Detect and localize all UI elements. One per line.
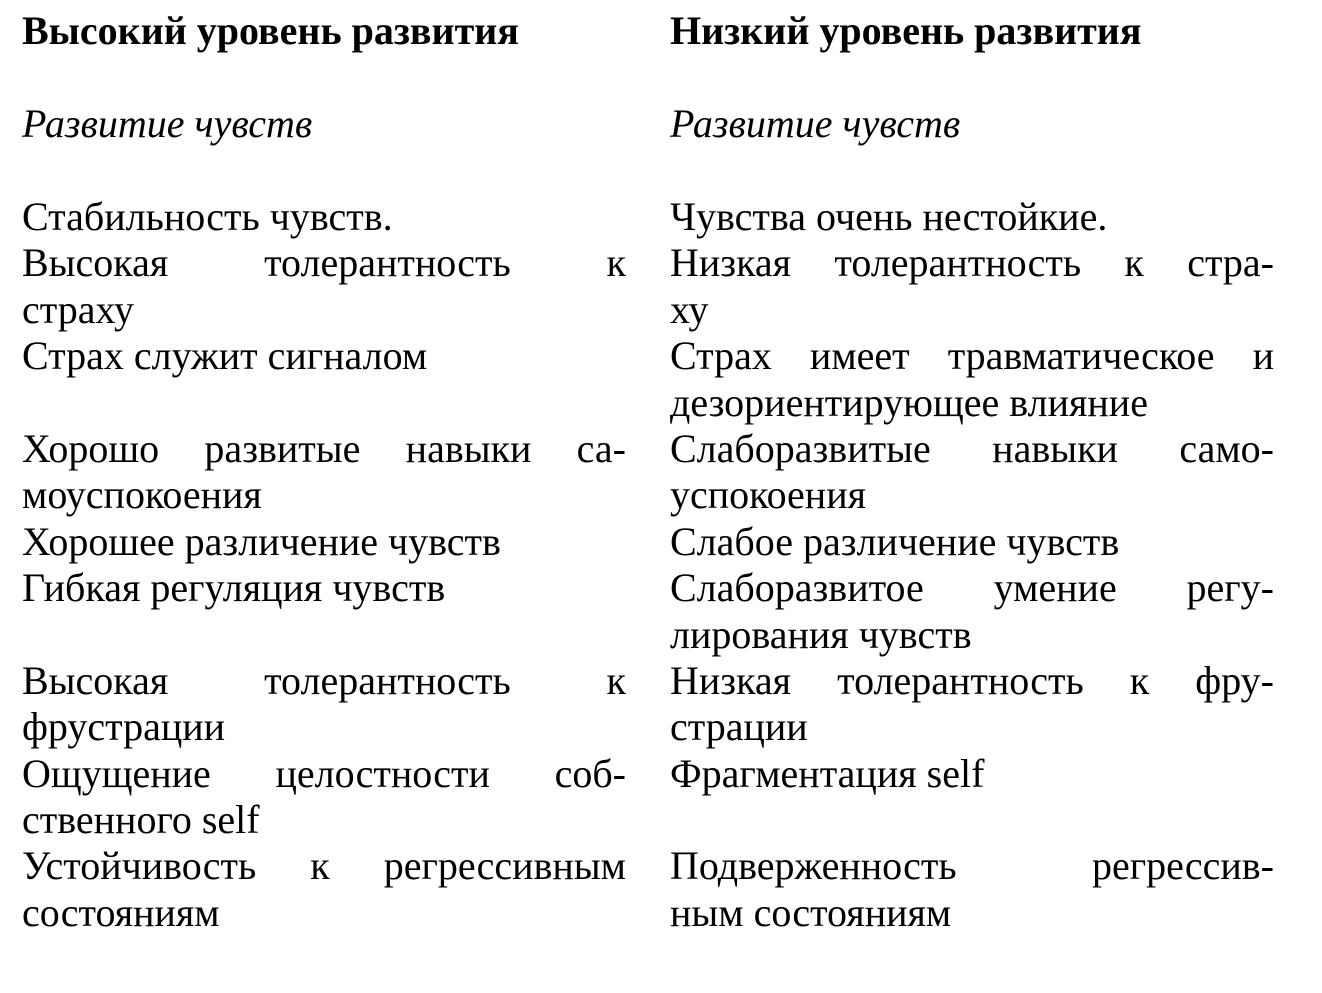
right-item-4-line-1: Слаборазвитые навыки само- [670, 425, 1274, 471]
left-item-6-line-1: Гибкая регуляция чувств [22, 565, 446, 611]
right-item-8-line-2 [670, 797, 1274, 843]
right-item-7-line-1: Низкая толерантность к фру- [670, 657, 1274, 703]
left-item-4-line-1: Хорошо развитые навыки са- [22, 425, 626, 471]
right-item-6-line-1: Слаборазвитое умение регу- [670, 565, 1274, 611]
left-item-7-line-2: фрустрации [22, 704, 226, 750]
left-item-4 [22, 426, 626, 519]
right-column-subheading: Развитие чувств [670, 101, 961, 146]
left-column-subheading: Развитие чувств [22, 101, 313, 146]
right-item-9-line-1: Подверженность регрессив- [670, 843, 1274, 889]
left-item-2-line-1: Высокая толерантность к [22, 240, 626, 286]
left-item-4-line-2: моуспокоения [22, 472, 262, 518]
right-items-list [670, 194, 1274, 936]
left-column-heading: Высокий уровень развития [22, 8, 519, 53]
left-item-8-line-1: Ощущение целостности соб- [22, 750, 626, 796]
right-item-8 [670, 751, 1274, 844]
left-item-6-line-2 [22, 612, 626, 658]
right-item-8-line-1: Фрагментация self [670, 750, 985, 796]
left-item-5 [22, 519, 626, 565]
left-item-9 [22, 843, 626, 936]
right-column-low-level [670, 8, 1274, 936]
left-item-1-line-1: Стабильность чувств. [22, 194, 393, 239]
left-item-2 [22, 240, 626, 333]
right-item-7 [670, 658, 1274, 751]
left-item-8 [22, 751, 626, 844]
left-column-high-level [22, 8, 626, 936]
right-item-6 [670, 565, 1274, 658]
right-item-5 [670, 519, 1274, 565]
right-item-5-line-1: Слабое различение чувств [670, 518, 1120, 564]
right-item-3-line-2: дезориентирующее влияние [670, 379, 1148, 425]
left-items-list [22, 194, 626, 936]
right-item-7-line-2: страции [670, 704, 808, 750]
left-item-1 [22, 194, 626, 240]
left-item-3-line-2 [22, 380, 626, 426]
left-item-9-line-1: Устойчивость к регрессивным [22, 843, 626, 889]
right-item-3-line-1: Страх имеет травматическое и [670, 333, 1274, 379]
left-item-3 [22, 333, 626, 426]
right-item-6-line-2: лирования чувств [670, 611, 972, 657]
left-item-2-line-2: страху [22, 286, 134, 332]
right-item-9 [670, 843, 1274, 936]
right-item-2 [670, 240, 1274, 333]
right-column-heading: Низкий уровень развития [670, 8, 1142, 53]
right-item-4-line-2: успокоения [670, 472, 867, 518]
right-item-4 [670, 426, 1274, 519]
left-item-8-line-2: ственного self [22, 797, 260, 843]
right-item-2-line-1: Низкая толерантность к стра- [670, 240, 1274, 286]
left-item-6 [22, 565, 626, 658]
left-item-9-line-2: состояниям [22, 889, 220, 935]
left-item-7-line-1: Высокая толерантность к [22, 657, 626, 703]
left-item-7 [22, 658, 626, 751]
left-item-3-line-1: Страх служит сигналом [22, 333, 428, 379]
right-item-3 [670, 333, 1274, 426]
right-item-2-line-2: ху [670, 286, 709, 332]
right-item-1 [670, 194, 1274, 240]
left-item-5-line-1: Хорошее различение чувств [22, 518, 501, 564]
right-item-9-line-2: ным состояниям [670, 889, 952, 935]
right-item-1-line-1: Чувства очень нестойкие. [670, 194, 1108, 239]
